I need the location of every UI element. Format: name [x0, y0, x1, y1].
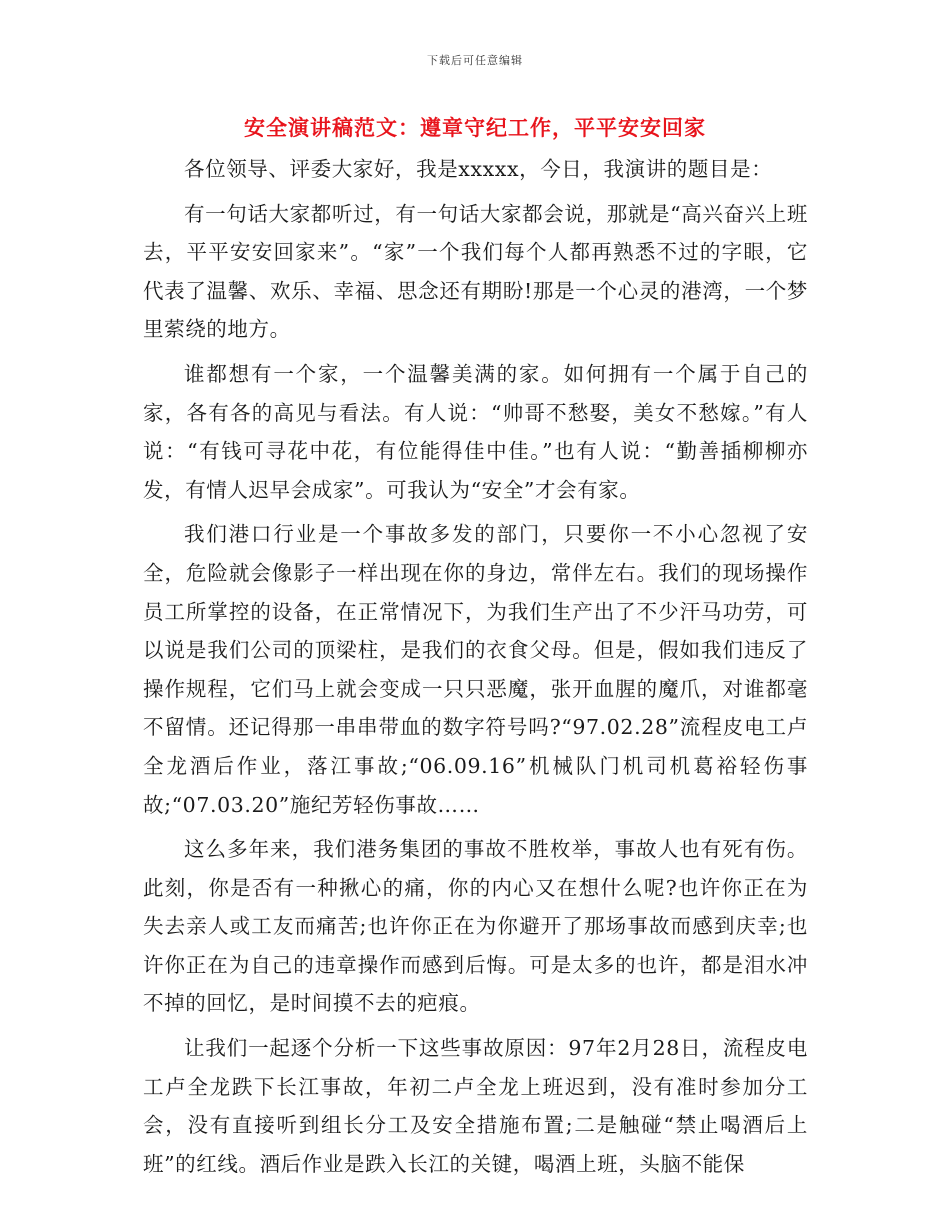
document-body: [143, 150, 808, 1189]
paragraph: 各位领导、评委大家好，我是xxxxx，今日，我演讲的题目是：: [184, 157, 773, 181]
paragraph: 这么多年来，我们港务集团的事故不胜枚举，事故人也有死有伤。此刻，你是否有一种揪心的痛，你的内心又在想什么呢?也许你正在为失去亲人或工友而痛苦;也许你正在为你避开了那场事故而感到庆幸;也许你正在为自己的违章操作而感到后悔。可是太多的也许，都是泪水冲不掉的回忆，是时间摸不去的疤痕。: [143, 837, 808, 1016]
paragraph: 我们港口行业是一个事故多发的部门，只要你一不小心忽视了安全，危险就会像影子一样出现在你的身边，常伴左右。我们的现场操作员工所掌控的设备，在正常情况下，为我们生产出了不少汗马功劳，可以说是我们公司的顶梁柱，是我们的衣食父母。但是，假如我们违反了操作规程，它们马上就会变成一只只恶魔，张开血腥的魔爪，对谁都毫不留情。还记得那一串串带血的数字符号吗?“97.02.28”流程皮电工卢全龙酒后作业，落江事故;“06.09.16”机械队门机司机葛裕轻伤事故;“07.03.20”施纪芳轻伤事故……: [143, 522, 808, 817]
paragraph: 让我们一起逐个分析一下这些事故原因：97年2月28日，流程皮电工卢全龙跌下长江事故，年初二卢全龙上班迟到，没有准时参加分工会，没有直接听到组长分工及安全措施布置;二是触碰“禁止喝酒后上班”的红线。酒后作业是跌入长江的关键，喝酒上班，头脑不能保: [143, 1036, 808, 1176]
paragraph: 谁都想有一个家，一个温馨美满的家。如何拥有一个属于自己的家，各有各的高见与看法。有人说：“帅哥不愁娶，美女不愁嫁。”有人说：“有钱可寻花中花，有位能得佳中佳。”也有人说：“勤善插柳柳亦发，有情人迟早会成家”。可我认为“安全”才会有家。: [143, 361, 808, 502]
document-title: 安全演讲稿范文：遵章守纪工作，平平安安回家: [244, 115, 706, 140]
paragraph: 有一句话大家都听过，有一句话大家都会说，那就是“高兴奋兴上班去，平平安安回家来”。“家”一个我们每个人都再熟悉不过的字眼，它代表了温馨、欢乐、幸福、思念还有期盼!那是一个心灵的港湾，一个梦里萦绕的地方。: [143, 201, 808, 342]
header-note: 下载后可任意编辑: [427, 54, 523, 67]
